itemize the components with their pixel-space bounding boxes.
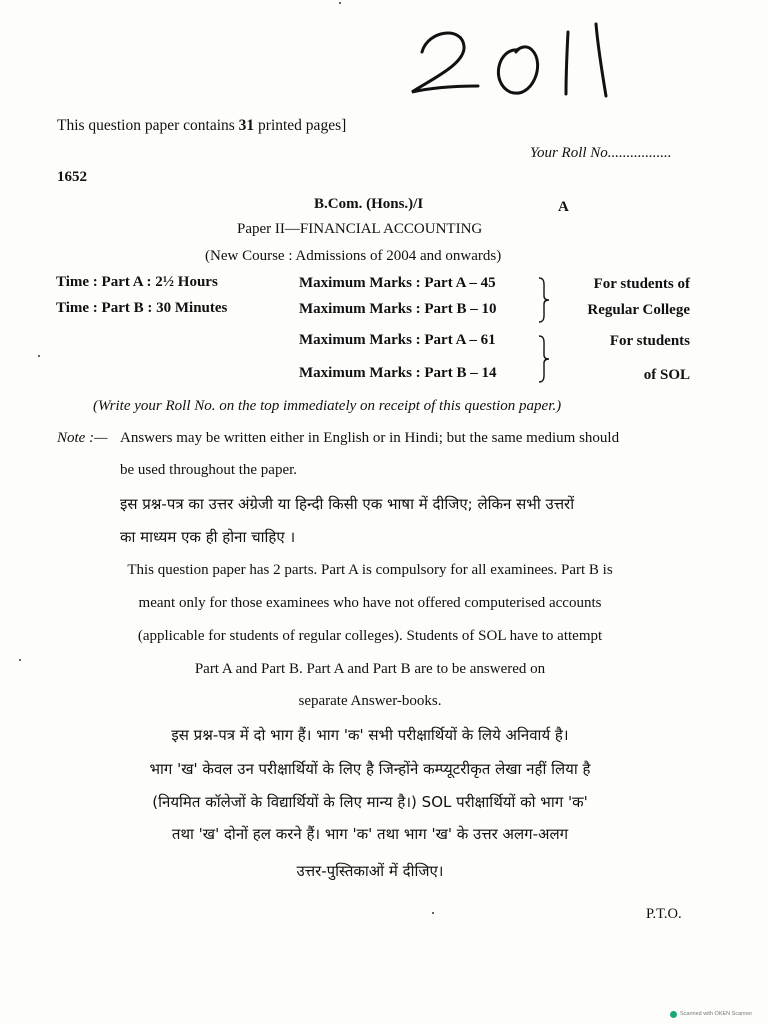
scan-speck bbox=[339, 2, 341, 4]
parts-hindi-line-1: इस प्रश्न-पत्र में दो भाग हैं। भाग 'क' सभी परीक्षार्थियों के लिये अनिवार्य है। bbox=[171, 726, 569, 744]
brace-sol-icon bbox=[537, 334, 551, 384]
parts-hindi-line-5: उत्तर-पुस्तिकाओं में दीजिए। bbox=[296, 862, 444, 880]
time-part-a: Time : Part A : 2½ Hours bbox=[56, 274, 218, 290]
scanner-logo-icon bbox=[670, 1011, 677, 1018]
course-note: (New Course : Admissions of 2004 and onwards) bbox=[205, 248, 502, 264]
roll-number-field: Your Roll No................. bbox=[530, 145, 672, 161]
regular-college-label-1: For students of bbox=[593, 276, 690, 292]
page-count-suffix: printed pages] bbox=[254, 117, 347, 134]
max-marks-regular-b: Maximum Marks : Part B – 10 bbox=[299, 301, 497, 317]
page-count-number: 31 bbox=[238, 117, 255, 134]
max-marks-regular-a: Maximum Marks : Part A – 45 bbox=[299, 275, 496, 291]
note-label: Note :— bbox=[57, 430, 108, 446]
note-hindi-line-2: का माध्यम एक ही होना चाहिए । bbox=[120, 528, 296, 546]
scan-speck bbox=[432, 912, 434, 914]
sol-label-1: For students bbox=[609, 333, 690, 349]
parts-english-line-5: separate Answer-books. bbox=[298, 693, 442, 709]
note-line-1: Answers may be written either in English or in Hindi; but the same medium should bbox=[120, 430, 620, 446]
roll-number-instruction: (Write your Roll No. on the top immediately on receipt of this question paper.) bbox=[93, 398, 562, 414]
scan-speck bbox=[19, 659, 21, 661]
parts-english-line-2: meant only for those examinees who have not offered computerised accounts bbox=[138, 595, 602, 611]
scanner-watermark: Scanned with OKEN Scanner bbox=[680, 1011, 753, 1017]
parts-hindi-line-4: तथा 'ख' दोनों हल करने हैं। भाग 'क' तथा भाग 'ख' के उत्तर अलग-अलग bbox=[171, 825, 569, 843]
parts-hindi-line-2: भाग 'ख' केवल उन परीक्षार्थियों के लिए है जिन्होंने कम्प्यूटरीकृत लेखा नहीं लिया है bbox=[149, 760, 591, 778]
page-count-prefix: This question paper contains bbox=[57, 117, 239, 134]
parts-english-line-3: (applicable for students of regular colleges). Students of SOL have to attempt bbox=[137, 628, 603, 644]
paper-set-label: A bbox=[558, 199, 569, 215]
handwritten-year-drawing bbox=[400, 20, 630, 100]
handwritten-year-annotation bbox=[400, 20, 630, 100]
max-marks-sol-a: Maximum Marks : Part A – 61 bbox=[299, 332, 496, 348]
please-turn-over: P.T.O. bbox=[646, 906, 682, 922]
degree-title: B.Com. (Hons.)/I bbox=[314, 196, 424, 212]
max-marks-sol-b: Maximum Marks : Part B – 14 bbox=[299, 365, 497, 381]
parts-hindi-line-3: (नियमित कॉलेजों के विद्यार्थियों के लिए मान्य है।) SOL परीक्षार्थियों को भाग 'क' bbox=[152, 793, 588, 811]
parts-english-line-1: This question paper has 2 parts. Part A is compulsory for all examinees. Part B is bbox=[127, 562, 613, 578]
sol-label-2: of SOL bbox=[643, 367, 690, 383]
page-count-line bbox=[57, 117, 346, 135]
paper-code: 1652 bbox=[57, 169, 87, 185]
note-line-2: be used throughout the paper. bbox=[120, 462, 298, 478]
note-hindi-line-1: इस प्रश्न-पत्र का उत्तर अंग्रेजी या हिन्दी किसी एक भाषा में दीजिए; लेकिन सभी उत्तरों bbox=[120, 495, 575, 513]
brace-regular-icon bbox=[537, 276, 551, 324]
time-part-b: Time : Part B : 30 Minutes bbox=[56, 300, 228, 316]
parts-english-line-4: Part A and Part B. Part A and Part B are to be answered on bbox=[194, 661, 546, 677]
scan-speck bbox=[38, 355, 40, 357]
regular-college-label-2: Regular College bbox=[587, 302, 690, 318]
paper-title: Paper II—FINANCIAL ACCOUNTING bbox=[237, 221, 483, 237]
